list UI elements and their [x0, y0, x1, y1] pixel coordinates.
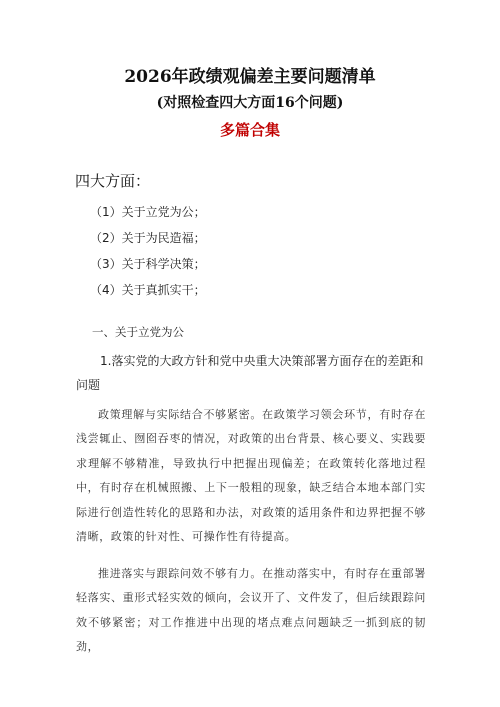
- aspect-item: （1）关于立党为公；: [90, 205, 206, 219]
- point-heading: 1.落实党的大政方针和党中央重大决策部署方面存在的差距和问题: [76, 354, 424, 392]
- sub-heading: 一、关于立党为公: [92, 325, 184, 339]
- section-heading: 四大方面：: [75, 172, 151, 190]
- aspect-item: （3）关于科学决策；: [90, 257, 206, 271]
- body-paragraph: 政策理解与实际结合不够紧密。在政策学习领会环节，有时存在浅尝辄止、囫囵吞枣的情况，对政策的出台背景、核心要义、实践要求理解不够精准，导致执行中把握出现偏差；在政策转化落地过程中，有时存在机械照搬、上下一般粗的现象，缺乏结合本地本部门实际进行创造性转化的思路和办法，对政策的适用条件和边界把握不够清晰，政策的针对性、可操作性有待提高。: [76, 408, 426, 544]
- collection-label: 多篇合集: [219, 121, 280, 139]
- aspect-item: （4）关于真抓实干；: [90, 283, 206, 297]
- aspect-item: （2）关于为民造福；: [90, 231, 206, 245]
- aspect-list: [90, 199, 206, 303]
- document-title: 2026年政绩观偏差主要问题清单: [124, 67, 376, 87]
- body-paragraph: 推进落实与跟踪问效不够有力。在推动落实中，有时存在重部署轻落实、重形式轻实效的倾向，会议开了、文件发了，但后续跟踪问效不够紧密；对工作推进中出现的堵点难点问题缺乏一抓到底的韧劲，: [76, 567, 426, 654]
- document-subtitle: (对照检查四大方面16个问题): [156, 95, 344, 111]
